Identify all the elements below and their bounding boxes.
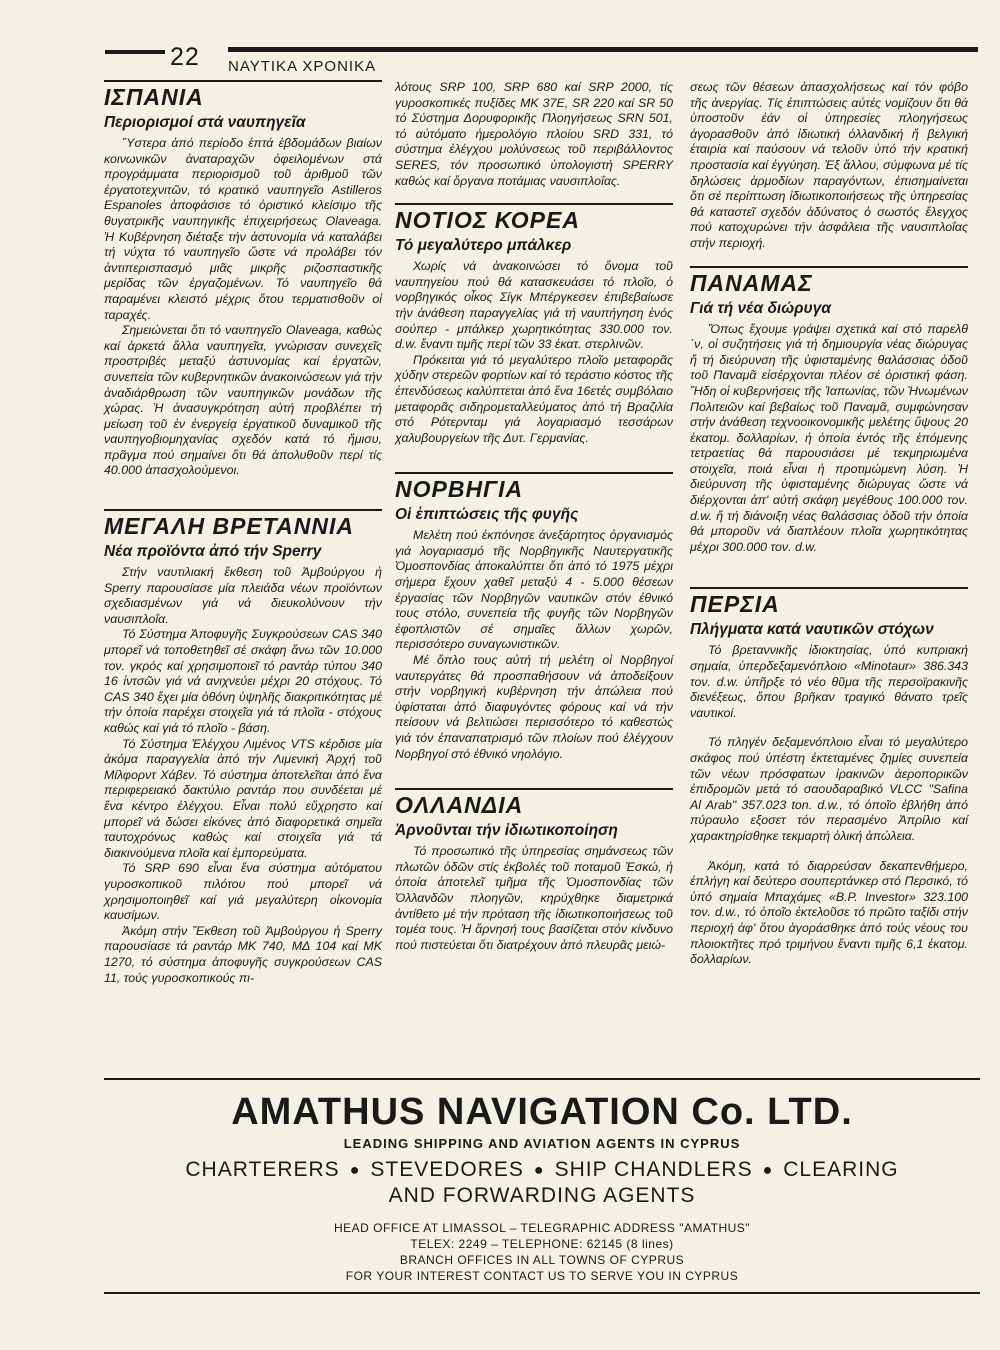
section-rule	[690, 587, 968, 617]
article-paragraph: Τό πληγέν δεξαμενόπλοιο εἶναι τό μεγαλύτερο σκάφος πού ὑπέστη ἐκτεταμένες ζημίες συνεπεία τῶν νέων πρόσφατων ἰρακινῶν ἀεροπορικῶν ἐπιδρομῶν μετά τό σαουδαραβικό VLCC "Safina Al Arab" 357.023 ton. d.w., τό ὁποῖο ἐβλήθη ἀπό πύραυλο εξοσετ τόν περασμένο Ἀπρίλιο καί χαρακτηρίσθηκε τεκμαρτή ὁλική ἀπώλεια.	[690, 735, 968, 843]
section-rule	[690, 266, 968, 296]
page-number: 22	[170, 43, 200, 71]
article-paragraph: Μελέτη πού ἐκπόνησε ἀνεξάρτητος ὀργανισμός γιά λογαριασμό τῆς Νορβηγικῆς Ναυτεργατικῆς Ὁμοσπονδίας ἀποκαλύπτει ὅτι ἀπό τό 1975 μέχρι σήμερα ἔχουν χαθεῖ μεταξύ 4 - 5.000 θέσεων ἐργασίας τῶν Νορβηγῶν ναυτικῶν στόν ἐθνικό τους στόλο, συνεπεία τῆς φυγῆς τῶν Νορβηγῶν ἐφοπλιστῶν σέ σημαῖες ἄλλων χωρῶν, περισσότερο συναγωνιστικῶν.	[395, 528, 673, 652]
country-heading: ΟΛΛΑΝΔΙΑ	[395, 792, 524, 819]
journal-name: ΝΑΥΤΙΚΑ ΧΡΟΝΙΚΑ	[228, 58, 377, 75]
article-headline: Ἀρνοῦνται τήν ἰδιωτικοποίηση	[395, 822, 618, 840]
article-paragraph: Τό Σύστημα Ἐλέγχου Λιμένος VTS κέρδισε μία ἀκόμα παραγγελία ἀπό τήν Λιμενική Ἀρχή τοῦ Μίλφορντ Χάβεν. Τό σύστημα ἀποτελεῖται ἀπό ἕνα περιφερειακό δακτύλιο ραντάρ που συνδέεται μέ ἕνα κέντρο ἐλέγχου. Εἶναι πολύ εὔχρηστο καί μπορεῖ νά δώσει εἰκόνες ἀπό διαφορετικά σημεῖα ταυτοχρόνως καθώς καί στοιχεῖα γιά τά διακινούμενα πλοῖα καί ἐμπορεύματα.	[104, 736, 382, 860]
article-paragraph: Τό προσωπικό τῆς ὑπηρεσίας σημάνσεως τῶν πλωτῶν ὁδῶν στίς ἐκβολές τοῦ ποταμοῦ Ἐσκώ, ἡ ὁποία ἀποτελεῖ τμῆμα τῆς Ὁμοσπονδίας τῶν Ὀλλανδῶν πλοηγῶν, κηρύχθηκε διαμετρικά ἀντίθετο μέ τήν πρόταση τῆς ἰδιωτικοποιήσεως τοῦ τομέα τους. Ἡ ἄρνησή τους βασίζεται στόν κίνδυνο πού πιστεύεται ὅτι διατρέχουν ἀπό πλευρᾶς μειώ-	[395, 844, 673, 952]
ad-telex: TELEX: 2249 – TELEPHONE: 62145 (8 lines)	[410, 1236, 674, 1251]
country-heading: ΠΕΡΣΙΑ	[690, 591, 780, 618]
article-paragraph: Πρόκειται γιά τό μεγαλύτερο πλοῖο μεταφορᾶς χύδην στερεῶν φορτίων καί τό τεράστιο κόστος τῆς ἐπενδύσεως καλύπτεται ἀπό ἕνα 16ετές συμβόλαιο μεταφορᾶς σιδηρομεταλλεύματος ἀπό τή Βραζιλία στό Ρότερνταμ γιά λογαριασμό τεσσάρων χαλυβουργείων τῆς Δυτ. Γερμανίας.	[395, 352, 673, 445]
ad-service: CLEARING	[783, 1158, 899, 1181]
country-heading: ΝΟΡΒΗΓΙΑ	[395, 476, 524, 503]
section-south-korea	[395, 203, 673, 446]
article-paragraph: Ὕστερα ἀπό περίοδο ἑπτά ἑβδομάδων βιαίων κοινωνικῶν ἀναταραχῶν ὀφειλομένων στά προγράμματα περιορισμοῦ τοῦ ἀριθμοῦ τῶν ἐργατοτεχνιτῶν, τό κρατικό ναυπηγεῖο Astilleros Espanoles ἀποφάσισε τό ὁριστικό κλείσιμο τῆς θυγατρικῆς ναυπηγικῆς ἐπιχειρήσεως Olaveaga. Ἡ Κυβέρνηση διέταξε τήν ἀστυνομία νά καταλάβει τή νύχτα τό ναυπηγεῖο ὥστε νά προλάβει τόν ἀντιπερισπασμό μιᾶς μικρῆς ριζοσπαστικῆς μερίδας τῶν ἐργαζομένων. Τό ναυπηγεῖο θά παραμένει κλειστό μέχρις ὅτου τερματισθοῦν οἱ ταραχές.	[104, 136, 382, 322]
ad-service: CHARTERERS	[185, 1158, 340, 1181]
section-great-britain	[104, 509, 382, 986]
section-netherlands	[395, 788, 673, 953]
ad-contact: FOR YOUR INTEREST CONTACT US TO SERVE YOU IN CYPRUS	[345, 1268, 739, 1283]
article-headline: Τό μεγαλύτερο μπάλκερ	[395, 237, 572, 255]
advertisement	[104, 1078, 980, 1294]
article-paragraph: Τό SRP 690 εἶναι ἕνα σύστημα αὐτόματου γυροσκοπικοῦ πιλότου πού μπορεῖ νά χρησιμοποιηθεῖ καί γιά μεγαλύτερη οἰκονομία καυσίμων.	[104, 861, 382, 923]
section-panama	[690, 266, 968, 556]
article-paragraph: Σημειώνεται ὅτι τό ναυπηγεῖο Olaveaga, καθώς καί ἀρκετά ἄλλα ναυπηγεῖα, γνώρισαν συνεχεῖς προστριβές μεταξύ ἀστυνομίας καί ἐργατῶν, συνεπεία τῶν κυβερνητικῶν ἀνακοινώσεων γιά τήν ἀναδιάρθρωση τῶν ναυπηγικῶν μονάδων τῆς χώρας. Ἡ ἀνασυγκρότηση αὐτή προβλέπει τή μείωση τοῦ ἐν ἐνεργείᾳ ἐργατικοῦ δυναμικοῦ τῆς ναυπηγοβιομηχανίας σχεδόν κατά τό ἥμισυ, πρᾶγμα πού σημαίνει ὅτι θά ἀπολυθοῦν περί τίς 40.000 ἀπασχολούμενοι.	[104, 323, 382, 478]
article-headline: Γιά τή νέα διώρυγα	[690, 299, 831, 317]
ad-head-office: HEAD OFFICE AT LIMASSOL – TELEGRAPHIC ADDRESS "AMATHUS"	[333, 1220, 751, 1235]
article-headline: Περιορισμοί στά ναυπηγεῖα	[104, 114, 306, 131]
bullet-icon: ●	[762, 1161, 774, 1179]
article-headline: Νέα προϊόντα ἀπό τήν Sperry	[104, 543, 322, 561]
article-paragraph: Ὅπως ἔχουμε γράψει σχετικά καί στό παρελθ ΄ν, οἱ συζητήσεις γιά τή δημιουργία νέας διώρυγας ἤ τή διεύρυνση τῆς ὑφισταμένης θαλάσσιας ὁδοῦ τοῦ Παναμᾶ εἰσέρχονται πλέον σέ ὁριστική φάση. Ἤδη οἱ κυβερνήσεις τῆς Ἰαπωνίας, τῶν Ἡνωμένων Πολιτειῶν καί βεβαίως τοῦ Παναμᾶ, συμφώνησαν στήν ἀνάθεση τεχνοοικονομικῆς μελέτης ὕψους 20 ἑκατομ. δολλαρίων, ἡ ὁποία ἐντός τῆς ἑπόμενης τετραετίας θά παρουσιάσει μέ τεκμηριωμένα στοιχεῖα, ποιά εἶναι ἡ προτιμώμενη λύση. Ἡ διεύρυνση τῆς ὑφισταμένης διώρυγας ὥστε νά διέρχονται ἀπ' αὐτή σκάφη μεγέθους 100.000 τον. d.w. ἤ τή διάνοιξη νέας θαλάσσιας ὁδοῦ τήν ὁποία θά μποροῦν νά διαπλέουν πλοῖα χωρητικότητας μέχρι 300.000 τον. d.w.	[690, 321, 968, 554]
column-1	[104, 80, 382, 1012]
country-heading: ΜΕΓΑΛΗ ΒΡΕΤΑΝΝΙΑ	[104, 513, 354, 540]
column-3	[690, 80, 968, 994]
ad-services	[104, 1157, 980, 1208]
ad-company-name: AMATHUS NAVIGATION Co. LTD.	[231, 1091, 853, 1133]
ad-tagline: LEADING SHIPPING AND AVIATION AGENTS IN CYPRUS	[343, 1136, 741, 1151]
continued-paragraph: σεως τῶν θέσεων ἀπασχολήσεως καί τόν φόβο τῆς ἀνεργίας. Τίς ἐπιπτώσεις αὐτές νομίζουν ὅτι θά ὑποστοῦν ἐάν οἱ ὑπηρεσίες πλοηγήσεως ἀγορασθοῦν ἀπό ἰδιωτική ὀλλανδική ἤ βελγική ἑταιρία καί παύσουν νά τελοῦν ὑπό τήν κρατική προστασία καί ἐγγύηση. Ἐξ ἄλλου, σύμφωνα μέ τίς δηλώσεις ἁρμοδίων παραγόντων, ἐπισημαίνεται ὅτι σέ περίπτωση ἰδιωτικοποιήσεως τῆς ὑπηρεσίας θά καταστεῖ σχεδόν ἀδύνατος ὁ σωστός ἔλεγχος πού κατοχυρώνει τήν ἀσφάλεια τῆς ναυσιπλοΐας στήν περιοχή.	[690, 80, 968, 250]
article-headline: Πλήγματα κατά ναυτικῶν στόχων	[690, 621, 934, 639]
bullet-icon: ●	[533, 1161, 545, 1179]
section-rule	[104, 509, 382, 539]
article-paragraph: Χωρίς νά ἀνακοινώσει τό ὄνομα τοῦ ναυπηγείου πού θά κατασκευάσει τό πλοῖο, ὁ νορβηγικός οἶκος Σίγκ Μπέργκεσεν ἐπιβεβαίωσε τήν ἀνάθεση παραγγελίας γιά τή ναυπήγηση ἑνός σούπερ - μπάλκερ χωρητικότητας 330.000 τον. d.w. ἔναντι τιμῆς περί τῶν 33 ἑκατ. στερλινῶν.	[395, 259, 673, 352]
article-paragraph: Ἀκόμη, κατά τό διαρρεύσαν δεκαπενθήμερο, ἐπλήγη καί δεύτερο σουπερτάνκερ στό Περσικό, τό ὑπό σημαία Μπαχάμες «B.P. Investor» 323.100 τον. d.w., τό ὁποῖο ἐκτελοῦσε τό πρῶτο ταξίδι στήν περιοχή ἀφ' ὅτου ἀγοράσθηκε ἀπό τούς νέους του πλοιοκτῆτες πρό τριμήνου ἔναντι τιμῆς 6,1 ἑκατομ. δολλαρίων.	[690, 858, 968, 967]
country-heading: ΠΑΝΑΜΑΣ	[690, 269, 813, 296]
ad-service: STEVEDORES	[370, 1158, 524, 1181]
header-rule-right	[228, 47, 978, 52]
column-2	[395, 80, 673, 979]
country-heading: ΝΟΤΙΟΣ ΚΟΡΕΑ	[395, 207, 580, 234]
section-spain	[104, 80, 382, 479]
article-paragraph: Τό βρεταννικῆς ἰδιοκτησίας, ὑπό κυπριακή σημαία, ὑπερδεξαμενόπλοιο «Minotaur» 386.343 τον. d.w. ὑπῆρξε τό νέο θῦμα τῆς περσοϊρακινῆς διενέξεως, ὅπου βρῆκαν τραγικό θάνατο τρεῖς ναυτικοί.	[690, 643, 968, 720]
section-rule	[395, 788, 673, 818]
article-paragraph: Ἀκόμη στήν Ἔκθεση τοῦ Ἀμβούργου ἡ Sperry παρουσίασε τά ραντάρ MK 740, ΜΔ 104 καί MK 1270, τό σύστημα ἀποφυγῆς συγκρούσεων CAS 11, τούς γυροσκοπικούς πι-	[104, 923, 382, 985]
article-paragraph: Στήν ναυτιλιακή ἔκθεση τοῦ Ἀμβούργου ἡ Sperry παρουσίασε μία πλειάδα νέων προϊόντων σχεδιασμένων γιά νά διευκολύνουν τήν ναυσιπλοΐα.	[104, 565, 382, 626]
header-rule-left	[105, 50, 165, 54]
section-rule	[395, 472, 673, 502]
ad-service-line2: AND FORWARDING AGENTS	[388, 1183, 696, 1207]
page-header	[0, 0, 1000, 80]
section-rule	[395, 203, 673, 233]
section-persia	[690, 587, 968, 967]
country-heading: ΙΣΠΑΝΙΑ	[104, 84, 204, 110]
article-paragraph: Μέ ὅπλο τους αὐτή τή μελέτη οἱ Νορβηγοί ναυτεργάτες θά προσπαθήσουν νά ἀποδείξουν στήν νορβηγική κυβέρνηση τήν ἀπώλεια πού ὑφίσταται ἀπό διαφυγόντες φόρους καί νά τήν πείσουν νά βελτιώσει περισσότερο τό καθεστώς γιά τόν ἐπαναπατρισμό τῶν πλοίων πού ἐλέγχουν Νορβηγοί στό ἐθνικό νηολόγιο.	[395, 653, 673, 761]
ad-service: SHIP CHANDLERS	[554, 1158, 753, 1181]
article-headline: Οἱ ἐπιπτώσεις τῆς φυγῆς	[395, 506, 579, 524]
ad-branches: BRANCH OFFICES IN ALL TOWNS OF CYPRUS	[399, 1252, 685, 1267]
article-paragraph: Τό Σύστημα Ἀποφυγῆς Συγκρούσεων CAS 340 μπορεῖ νά τοποθετηθεῖ σέ σκάφη ἄνω τῶν 10.000 τον. γκρός καί χρησιμοποιεῖ τό ραντάρ τύπου 340 16 ἰντσῶν γιά νά ανιχνεύει μέχρι 20 στόχους. Τό CAS 340 ἔχει μία ὀθόνη ὑψηλῆς διακριτικότητας μέ τήν ὁποία παρέχει στοιχεῖα γιά τά πλοῖα - στόχους καθώς καί γιά τό πλοῖο - βάση.	[104, 627, 382, 735]
bullet-icon: ●	[349, 1161, 361, 1179]
section-norway	[395, 472, 673, 762]
continued-paragraph: λότους SRP 100, SRP 680 καί SRP 2000, τίς γυροσκοπικές πυξίδες MK 37E, SR 220 καί SR 50 τό Σύστημα Δορυφορικῆς Πλοηγήσεως SRN 501, τό αὐτόματο ἡμερολόγιο πλοίου SRD 331, τό σύστημα ἐλέγχου μολύνσεως τοῦ περιβάλλοντος SERES, τόν προσωπικό ὑπολογιστή SPERRY καθώς καί ὄργανα ποτάμιας ναυσιπλοΐας.	[395, 80, 673, 188]
section-rule	[104, 80, 382, 110]
